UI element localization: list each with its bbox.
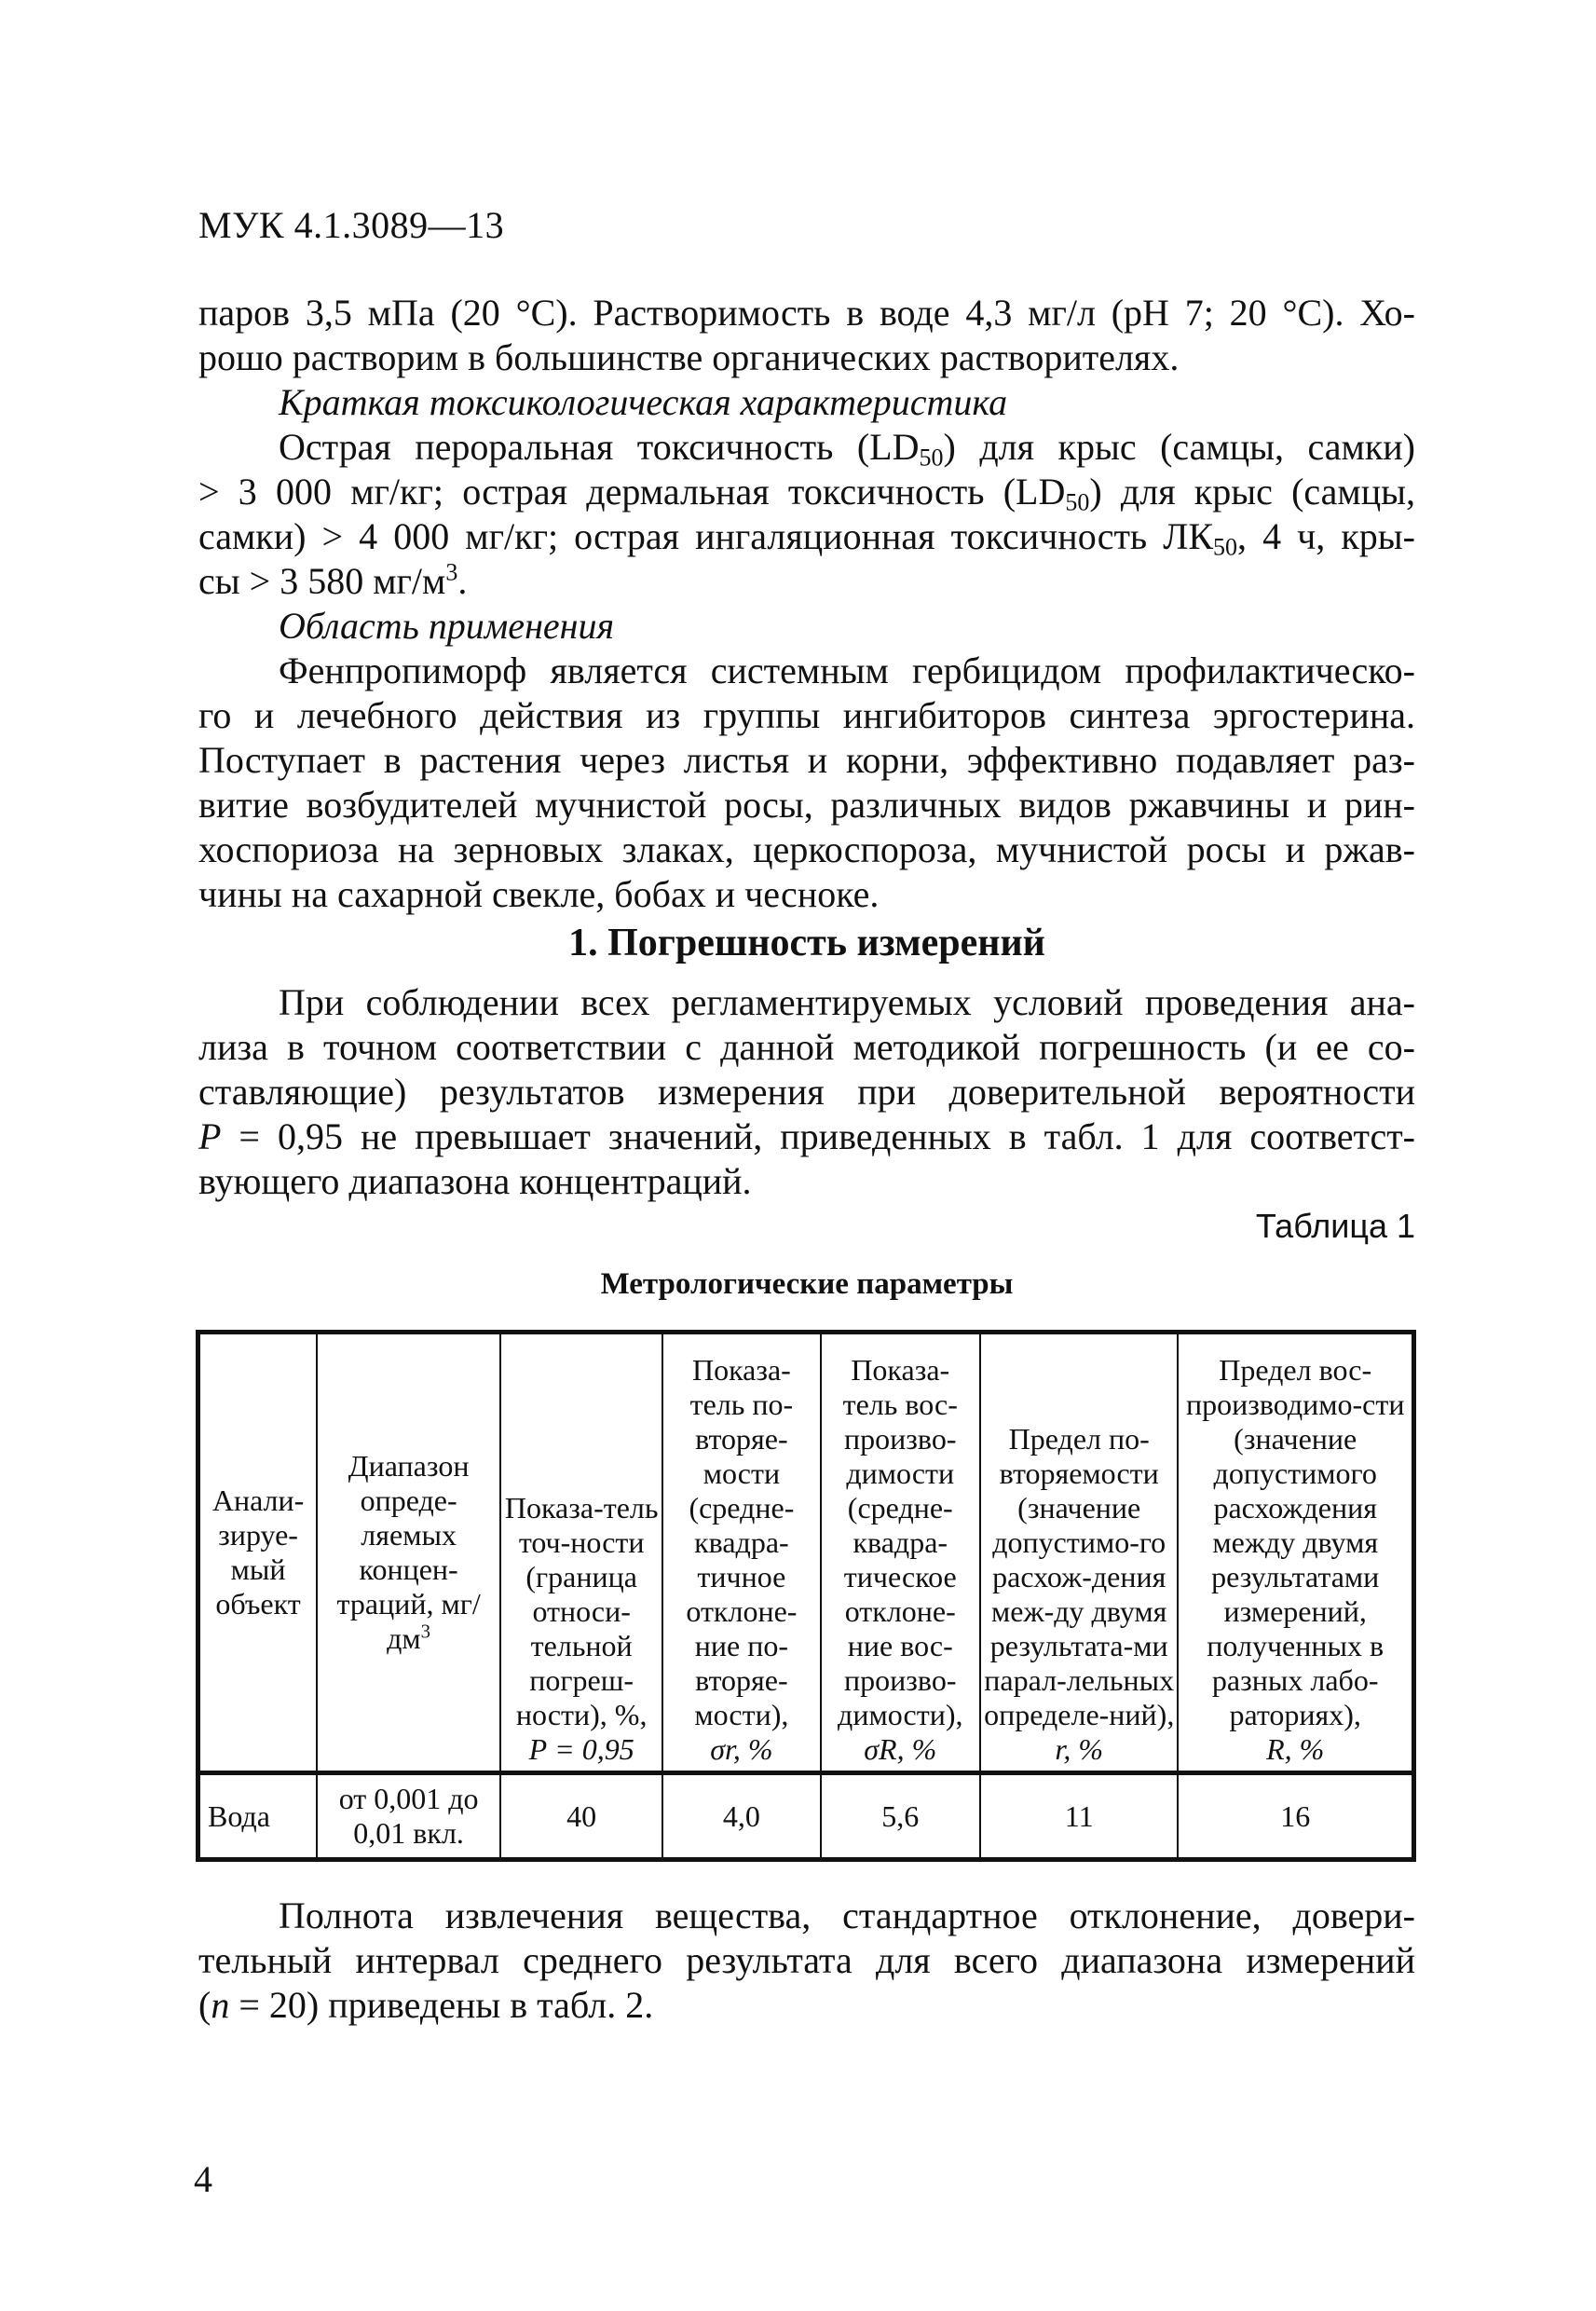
toxicology-subtitle: Краткая токсикологическая характеристика bbox=[279, 381, 1008, 423]
document-code-header: МУК 4.1.3089—13 bbox=[198, 204, 505, 246]
toxicology-paragraph bbox=[198, 425, 1415, 604]
cell-reproducibility-limit: 16 bbox=[1178, 1773, 1413, 1860]
measurement-error-paragraph bbox=[198, 980, 1415, 1204]
text-line: чины на сахарной свекле, бобах и чесноке. bbox=[198, 873, 880, 915]
header-concentration-range: Диапазон опреде-ляемых концен-траций, $мг/дм^3$ bbox=[317, 1333, 500, 1773]
scope-subtitle: Область применения bbox=[279, 605, 615, 647]
text-line: Р = 0,95 не превышает значений, приведенных в табл. 1 для соответст- bbox=[198, 1115, 1415, 1157]
text-line: При соблюдении всех регламентируемых условий проведения ана- bbox=[279, 981, 1415, 1023]
table-header-row bbox=[198, 1333, 1414, 1773]
text-line: самки) > 4 000 мг/кг; острая ингаляционная токсичность $ЛК_{50}$, 4 ч, кры- bbox=[198, 515, 1415, 561]
header-accuracy: Показа-тель точ-ности (граница относи-тельной погреш-ности), %, Р = 0,95 bbox=[500, 1333, 662, 1773]
intro-paragraph bbox=[198, 291, 1415, 380]
text-line: (n = 20) приведены в табл. 2. bbox=[198, 1984, 654, 2026]
cell-reproducibility: 5,6 bbox=[821, 1773, 980, 1860]
table-row bbox=[198, 1773, 1414, 1860]
text-line: вующего диапазона концентраций. bbox=[198, 1160, 752, 1202]
text-line: го и лечебного действия из группы ингибиторов синтеза эргостерина. bbox=[198, 694, 1415, 736]
text-line: сы > 3 580 $мг/м^3$. bbox=[198, 558, 468, 602]
scope-paragraph bbox=[198, 649, 1415, 917]
header-reproducibility-limit: Предел вос-производимо-сти (значение допустимого расхождения между двумя результатами измерений, полученных в разных лабо-раториях), R, % bbox=[1178, 1333, 1413, 1773]
text-line: Острая пероральная токсичность $(LD_{50})$ для крыс (самцы, самки) bbox=[279, 426, 1415, 472]
cell-accuracy: 40 bbox=[500, 1773, 662, 1860]
text-line: лиза в точном соответствии с данной методикой погрешность (и ее со- bbox=[198, 1026, 1415, 1068]
page-number: 4 bbox=[194, 2158, 212, 2200]
metrological-parameters-table bbox=[196, 1330, 1416, 1862]
header-reproducibility: Показа-тель вос-произво-димости (средне-квадра-тическое отклоне-ние вос-произво-димости), σR, % bbox=[821, 1333, 980, 1773]
text-line: Поступает в растения через листья и корни, эффективно подавляет раз- bbox=[198, 739, 1415, 781]
text-line: хоспориоза на зерновых злаках, церкоспороза, мучнистой росы и ржав- bbox=[198, 828, 1415, 870]
text-line: > 3 000 мг/кг; острая дермальная токсичность $(LD_{50})$ для крыс (самцы, bbox=[198, 471, 1415, 516]
text-line: Полнота извлечения вещества, стандартное отклонение, довери- bbox=[279, 1894, 1415, 1936]
text-line: витие возбудителей мучнистой росы, различных видов ржавчины и рин- bbox=[198, 784, 1415, 826]
table-caption: Метрологические параметры bbox=[600, 1267, 1014, 1301]
text-line: паров 3,5 мПа (20 °С). Растворимость в воде 4,3 мг/л (рН 7; 20 °С). Хо- bbox=[198, 292, 1415, 334]
text-line: тельный интервал среднего результата для всего диапазона измерений bbox=[198, 1939, 1415, 1981]
cell-object: Вода bbox=[198, 1773, 318, 1860]
header-analyzed-object: Анали-зируе-мый объект bbox=[198, 1333, 318, 1773]
text-line: Фенпропиморф является системным гербицидом профилактическо- bbox=[279, 650, 1415, 691]
cell-range: от 0,001 до 0,01 вкл. bbox=[317, 1773, 500, 1860]
text-line: рошо растворим в большинстве органических растворителях. bbox=[198, 336, 1180, 378]
cell-repeatability: 4,0 bbox=[662, 1773, 820, 1860]
header-repeatability: Показа-тель по-вторяе-мости (средне-квадра-тичное отклоне-ние по-вторяе-мости), σr, % bbox=[662, 1333, 820, 1773]
cell-repeatability-limit: 11 bbox=[980, 1773, 1178, 1860]
text-line: ставляющие) результатов измерения при доверительной вероятности bbox=[198, 1071, 1415, 1113]
header-repeatability-limit: Предел по-вторяемости (значение допустимо-го расхож-дения меж-ду двумя результата-ми парал-лельных определе-ний), r, % bbox=[980, 1333, 1178, 1773]
section-title: 1. Погрешность измерений bbox=[568, 922, 1045, 964]
closing-paragraph bbox=[198, 1894, 1415, 2028]
table-number-label: Таблица 1 bbox=[1255, 1207, 1415, 1245]
